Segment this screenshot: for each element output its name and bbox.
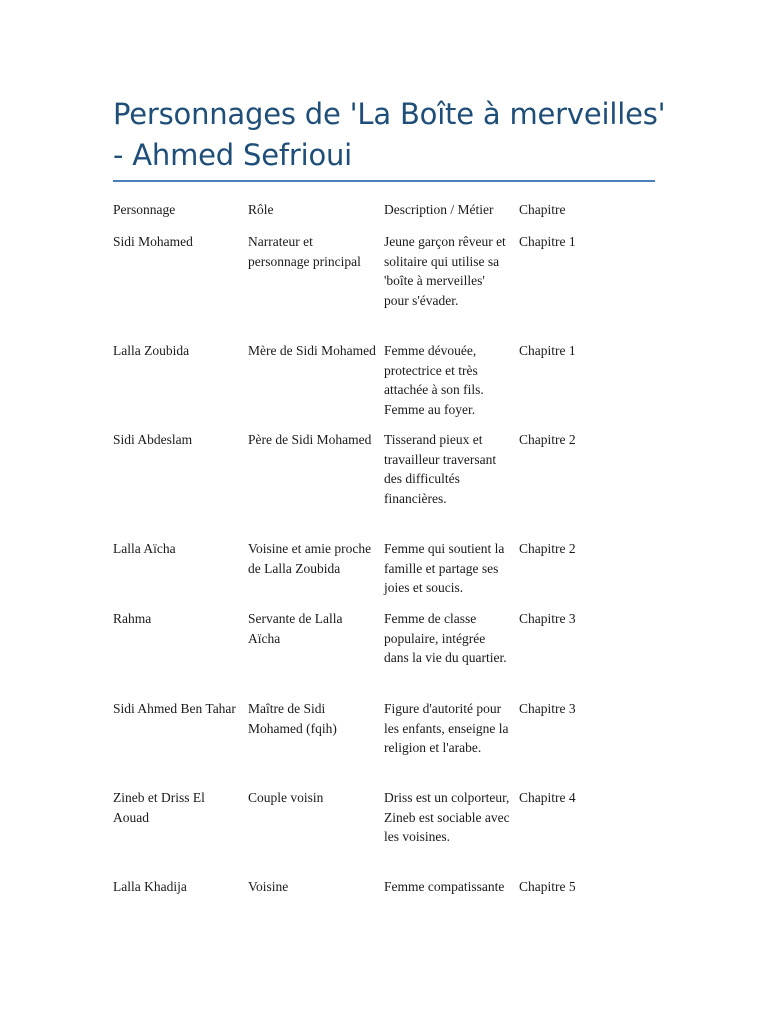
cell-role: Mère de Sidi Mohamed	[248, 343, 376, 358]
cell-personnage: Lalla Aïcha	[113, 541, 176, 556]
cell-role: Père de Sidi Mohamed	[248, 432, 372, 447]
cell-description: Femme compatissante	[384, 879, 505, 894]
table-header-row	[113, 200, 673, 232]
table-row	[113, 232, 673, 341]
table-row	[113, 430, 673, 539]
cell-chapitre: Chapitre 5	[519, 879, 576, 894]
cell-personnage: Sidi Mohamed	[113, 234, 193, 249]
table-row	[113, 609, 673, 699]
table-row	[113, 788, 673, 877]
cell-description: Driss est un colporteur, Zineb est sociable avec les voisines.	[384, 790, 510, 844]
cell-role: Voisine et amie proche de Lalla Zoubida	[248, 541, 372, 576]
document-title: Personnages de 'La Boîte à merveilles' - Ahmed Sefrioui	[113, 97, 666, 172]
title-underline	[113, 180, 655, 182]
cell-chapitre: Chapitre 3	[519, 701, 576, 716]
cell-role: Voisine	[248, 879, 289, 894]
header-chapitre: Chapitre	[519, 202, 566, 217]
cell-role: Maître de Sidi Mohamed (fqih)	[248, 701, 337, 736]
cell-personnage: Rahma	[113, 611, 152, 626]
header-personnage: Personnage	[113, 202, 176, 217]
cell-chapitre: Chapitre 4	[519, 790, 576, 805]
table-row	[113, 877, 673, 927]
cell-chapitre: Chapitre 1	[519, 343, 576, 358]
cell-description: Jeune garçon rêveur et solitaire qui utilise sa 'boîte à merveilles' pour s'évader.	[384, 234, 506, 308]
characters-table	[113, 200, 673, 927]
cell-role: Couple voisin	[248, 790, 324, 805]
cell-chapitre: Chapitre 3	[519, 611, 576, 626]
cell-personnage: Lalla Khadija	[113, 879, 187, 894]
cell-description: Tisserand pieux et travailleur traversant des difficultés financières.	[384, 432, 497, 506]
cell-role: Servante de Lalla Aïcha	[248, 611, 343, 646]
table-row	[113, 539, 673, 609]
cell-description: Femme qui soutient la famille et partage ses joies et soucis.	[384, 541, 505, 595]
table-row	[113, 341, 673, 430]
header-role: Rôle	[248, 202, 274, 217]
cell-personnage: Zineb et Driss El Aouad	[113, 790, 205, 825]
cell-personnage: Sidi Abdeslam	[113, 432, 193, 447]
cell-personnage: Sidi Ahmed Ben Tahar	[113, 701, 236, 716]
cell-description: Femme de classe populaire, intégrée dans la vie du quartier.	[384, 611, 507, 665]
cell-description: Figure d'autorité pour les enfants, enseigne la religion et l'arabe.	[384, 701, 509, 755]
cell-chapitre: Chapitre 2	[519, 541, 576, 556]
cell-personnage: Lalla Zoubida	[113, 343, 190, 358]
cell-chapitre: Chapitre 2	[519, 432, 576, 447]
header-description: Description / Métier	[384, 202, 494, 217]
cell-chapitre: Chapitre 1	[519, 234, 576, 249]
table-row	[113, 699, 673, 788]
cell-role: Narrateur et personnage principal	[248, 234, 361, 269]
cell-description: Femme dévouée, protectrice et très attachée à son fils. Femme au foyer.	[384, 343, 484, 417]
